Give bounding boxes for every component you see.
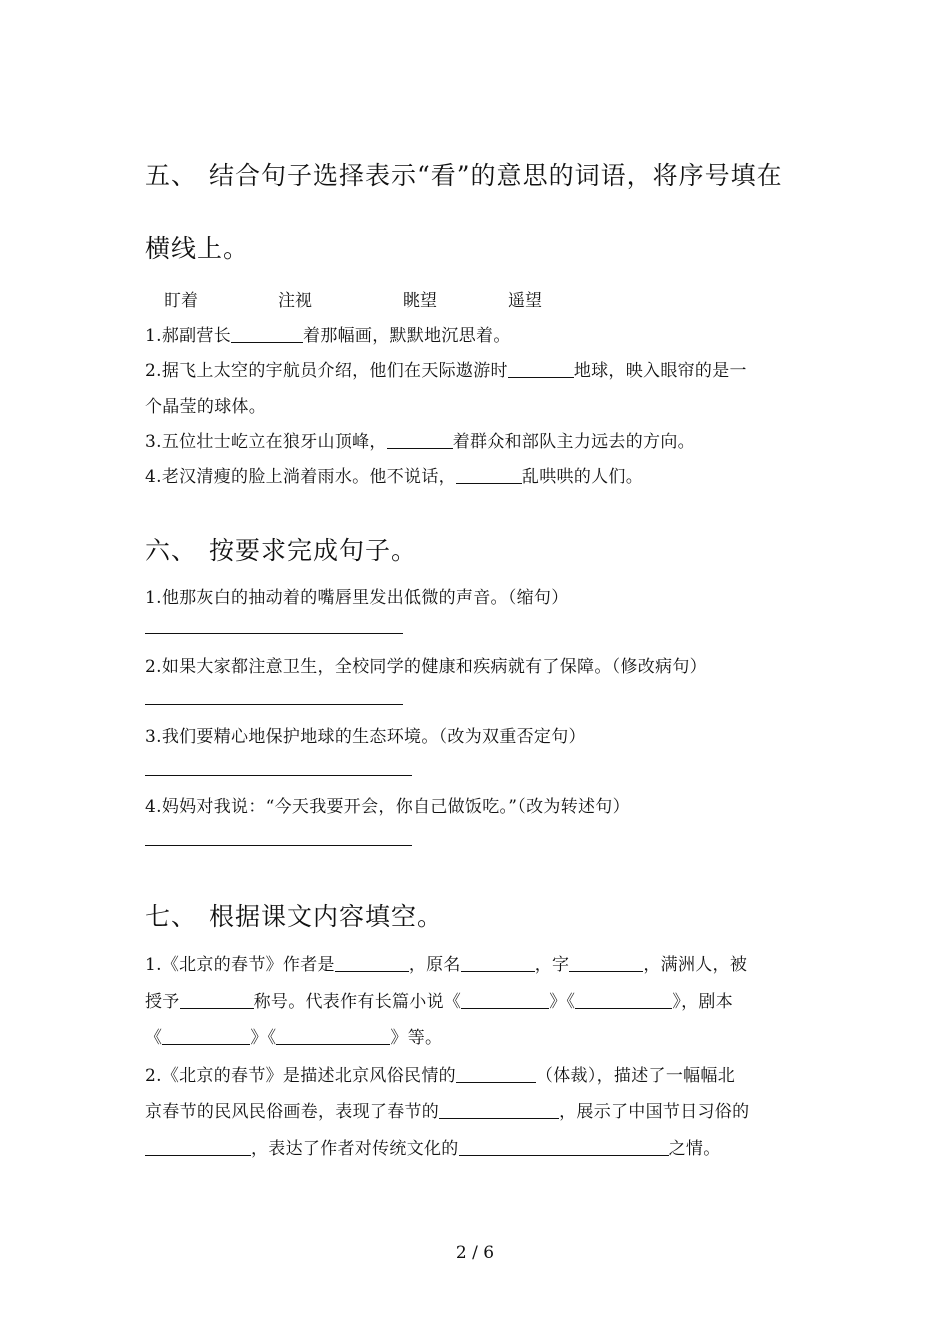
- section-5-heading: [145, 156, 783, 192]
- sec5-q1-text-a: 1.郝副营长: [145, 326, 232, 346]
- sec7-line-1: [145, 950, 747, 975]
- sec7-title-blank[interactable]: [180, 991, 254, 1009]
- sec5-q1-blank[interactable]: [231, 325, 303, 343]
- sec6-answer-line-4[interactable]: [145, 845, 412, 846]
- sec7-l6-text-a: ，表达了作者对传统文化的: [251, 1139, 459, 1159]
- sec7-l2-text-c: 》《: [549, 992, 576, 1012]
- sec7-l1-text-a: 1.《北京的春节》作者是: [145, 955, 335, 975]
- sec7-courtesy-name-blank[interactable]: [569, 954, 643, 972]
- sec5-question-4: [145, 462, 643, 487]
- sec7-play-1-blank[interactable]: [162, 1027, 250, 1045]
- section-5-title-line-1: 结合句子选择表示“看”的意思的词语，将序号填在: [209, 161, 783, 190]
- sec7-line-4: [145, 1061, 735, 1086]
- sec6-answer-line-2[interactable]: [145, 704, 403, 705]
- sec7-genre-blank[interactable]: [456, 1065, 536, 1083]
- sec5-q2-text-a: 2.据飞上太空的宇航员介绍，他们在天际遨游时: [145, 361, 508, 381]
- section-5-title-line-2: 横线上。: [145, 234, 250, 263]
- sec6-question-2: 2.如果大家都注意卫生，全校同学的健康和疾病就有了保障。（修改病句）: [145, 657, 707, 677]
- page-number: 2 / 6: [455, 1243, 495, 1263]
- sec6-answer-line-3[interactable]: [145, 775, 412, 776]
- sec5-q4-text-a: 4.老汉清瘦的脸上淌着雨水。他不说话，: [145, 467, 456, 487]
- section-7-title: 根据课文内容填空。: [209, 902, 444, 931]
- sec7-play-2-blank[interactable]: [276, 1027, 390, 1045]
- sec7-novel-2-blank[interactable]: [575, 991, 672, 1009]
- sec5-q3-text-b: 着群众和部队主力远去的方向。: [452, 432, 695, 452]
- sec5-question-3: [145, 427, 695, 452]
- option-word-1: 盯着: [164, 291, 198, 311]
- section-6-number: 六、: [145, 536, 198, 565]
- sec7-l2-text-d: 》，剧本: [672, 992, 734, 1012]
- sec5-q3-text-a: 3.五位壮士屹立在狼牙山顶峰，: [145, 432, 387, 452]
- section-7-number: 七、: [145, 902, 198, 931]
- sec7-l1-text-b: ，原名: [408, 955, 461, 975]
- sec6-question-4: 4.妈妈对我说：“今天我要开会，你自己做饭吃。”（改为转述句）: [145, 797, 630, 817]
- sec7-l1-text-d: ，满洲人，被: [643, 955, 748, 975]
- sec7-l2-text-b: 称号。代表作有长篇小说《: [253, 992, 462, 1012]
- sec5-q4-blank[interactable]: [456, 466, 522, 484]
- sec7-l6-text-b: 之情。: [668, 1139, 721, 1159]
- sec7-l4-text-a: 2.《北京的春节》是描述北京风俗民情的: [145, 1066, 456, 1086]
- sec7-l4-text-b: （体裁），描述了一幅幅北: [535, 1066, 736, 1086]
- sec7-l2-text-a: 授予: [145, 992, 180, 1012]
- section-5-number: 五、: [145, 161, 198, 190]
- section-6-title: 按要求完成句子。: [209, 536, 418, 565]
- sec7-l5-text-b: ，展示了中国节日习俗的: [559, 1102, 750, 1122]
- sec7-l1-text-c: ，字: [534, 955, 570, 975]
- sec7-line-6: [145, 1134, 721, 1159]
- sec7-l5-text-a: 京春节的民风民俗画卷，表现了春节的: [145, 1102, 440, 1122]
- sec7-line-3: [145, 1023, 442, 1048]
- sec5-q1-text-b: 着那幅画，默默地沉思着。: [303, 326, 511, 346]
- option-word-3: 眺望: [403, 291, 437, 311]
- section-6-heading: [145, 531, 417, 567]
- sec7-l3-text-c: 》等。: [390, 1028, 443, 1048]
- sec5-q4-text-b: 乱哄哄的人们。: [521, 467, 644, 487]
- sec7-line-2: [145, 987, 733, 1012]
- sec7-line-5: [145, 1097, 749, 1122]
- sec7-novel-1-blank[interactable]: [461, 991, 549, 1009]
- sec5-question-2-cont: 个晶莹的球体。: [145, 397, 267, 417]
- option-word-2: 注视: [278, 291, 312, 311]
- sec5-question-2: [145, 356, 747, 381]
- sec7-custom-blank[interactable]: [145, 1138, 251, 1156]
- sec5-q3-blank[interactable]: [387, 431, 453, 449]
- sec6-question-1: 1.他那灰白的抽动着的嘴唇里发出低微的声音。（缩句）: [145, 588, 569, 608]
- sec5-q2-blank[interactable]: [508, 360, 574, 378]
- sec7-feeling-blank[interactable]: [459, 1138, 669, 1156]
- option-word-4: 遥望: [508, 291, 542, 311]
- sec7-author-blank[interactable]: [335, 954, 409, 972]
- sec7-original-name-blank[interactable]: [461, 954, 535, 972]
- section-7-heading: [145, 897, 443, 933]
- sec7-l3-text-b: 》《: [250, 1028, 277, 1048]
- sec7-spring-festival-blank[interactable]: [439, 1101, 559, 1119]
- sec6-question-3: 3.我们要精心地保护地球的生态环境。（改为双重否定句）: [145, 727, 586, 747]
- sec7-l3-text-a: 《: [145, 1028, 163, 1048]
- sec5-question-1: [145, 321, 511, 346]
- sec5-q2-text-b: 地球，映入眼帘的是一: [573, 361, 747, 381]
- sec6-answer-line-1[interactable]: [145, 633, 403, 634]
